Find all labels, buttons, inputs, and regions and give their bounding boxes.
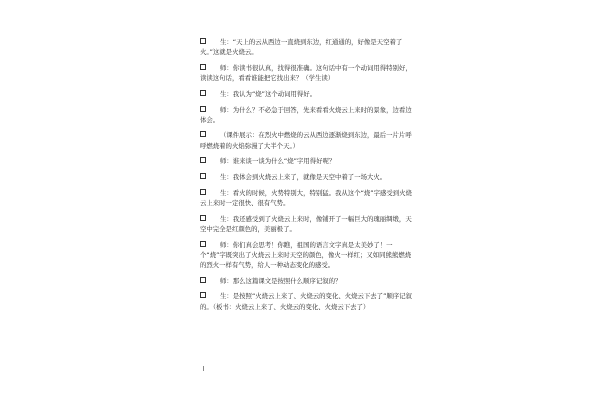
checkbox-bullet-icon (200, 131, 206, 137)
paragraph (200, 105, 415, 125)
document-body (200, 37, 415, 317)
paragraph (200, 276, 415, 286)
checkbox-bullet-icon (200, 90, 206, 96)
paragraph (200, 188, 415, 208)
checkbox-bullet-icon (200, 106, 206, 112)
checkbox-bullet-icon (200, 292, 206, 298)
checkbox-bullet-icon (200, 157, 206, 163)
checkbox-bullet-icon (200, 38, 206, 44)
paragraph-text: 生：是按照“火烧云上来了、火烧云的变化、火烧云下去了”顺序记叙的。（板书：火烧云上来了、火烧云的变化、火烧云下去了） (200, 292, 412, 311)
paragraph-text: 师：你们真会思考！你瞧，祖国的语言文字真是太美妙了！一个“烧”字既突出了火烧云上来时天空的颜色，像火一样红；又如同熊熊燃烧的烈火一样有气势，给人一种动态变化的感受。 (200, 240, 412, 269)
paragraph (200, 37, 415, 57)
paragraph (200, 63, 415, 83)
paragraph-text: 生：“天上的云从西边一直烧到东边，红通通的，好像是天空着了火。”这就是火烧云。 (200, 38, 403, 57)
checkbox-bullet-icon (200, 189, 206, 195)
paragraph (200, 156, 415, 166)
paragraph-text: 生：看火的时候，火势特别大，特别猛。我从这个“烧”字感受到火烧云上来时一定很快、很有气势。 (200, 188, 412, 207)
checkbox-bullet-icon (200, 173, 206, 179)
paragraph-text: 师：你读书很认真，找得很准确。这句话中有一个动词用得特别好，读读这句话，看看谁能把它找出来？（学生读） (200, 63, 412, 83)
paragraph-text: （课件展示：在烈火中燃烧的云从西边逐渐烧到东边，最后一片片呼呼燃烧着的火焰弥漫了大半个天。） (200, 131, 412, 150)
paragraph (200, 172, 415, 182)
checkbox-bullet-icon (200, 215, 206, 221)
paragraph-text: 师：谁来谈一谈为什么“烧”字用得好呢？ (220, 157, 336, 166)
checkbox-bullet-icon (200, 241, 206, 247)
paragraph-text: 生：我体会到火烧云上来了，就像是天空中着了一场大火。 (220, 173, 387, 182)
paragraph (200, 240, 415, 271)
text-cursor (203, 366, 204, 371)
paragraph-text: 生：我认为“烧”这个动词用得好。 (220, 89, 317, 98)
paragraph-text: 师：那么这篇课文是按照什么顺序记叙的？ (220, 276, 342, 285)
paragraph (200, 291, 415, 311)
paragraph (200, 89, 415, 99)
paragraph (200, 130, 415, 150)
checkbox-bullet-icon (200, 277, 206, 283)
paragraph-text: 师：为什么？不必急于回答，先来看看火烧云上来时的景象，边看边体会。 (200, 105, 412, 124)
paragraph (200, 214, 415, 234)
checkbox-bullet-icon (200, 64, 206, 70)
paragraph-text: 生：我还感受到了火烧云上来时，像铺开了一幅巨大的瑰丽绸缎，天空中完全是红颜色的，美丽极了。 (200, 214, 412, 233)
